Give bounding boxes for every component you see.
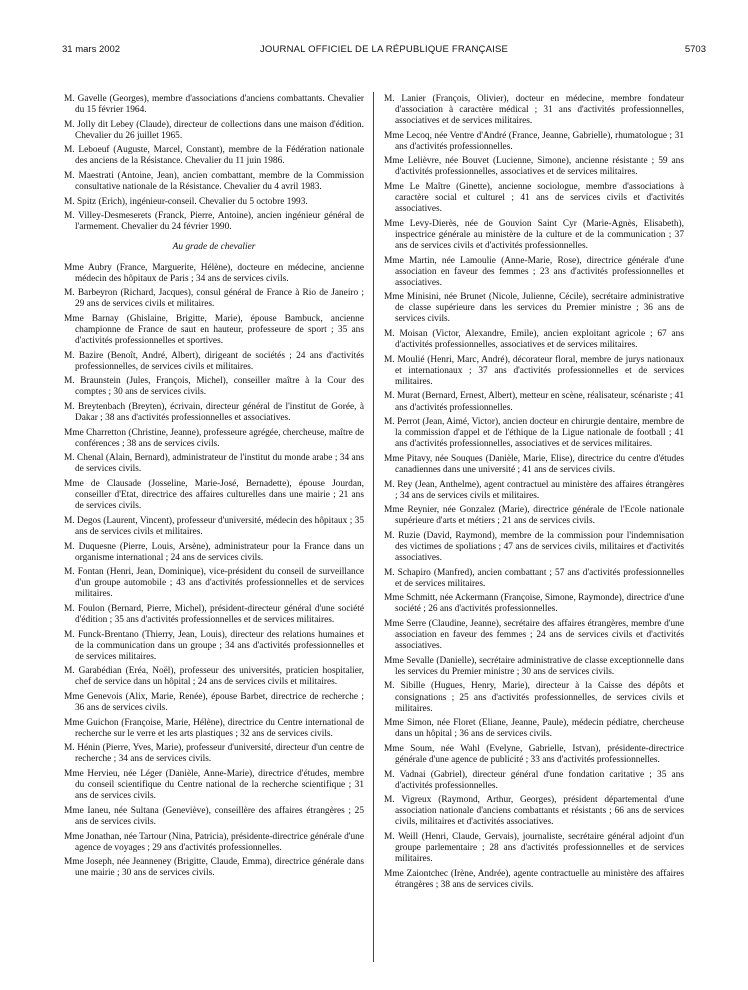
honoree-entry: M. Leboeuf (Auguste, Marcel, Constant), membre de la Fédération nationale des anciens de la Résistance. Chevalier du 11 juin 1986. (64, 145, 364, 167)
honoree-entry: M. Rey (Jean, Anthelme), agent contractuel au ministère des affaires étrangères ; 34 ans de services civils et militaires. (384, 479, 684, 501)
honoree-entry: Mme Aubry (France, Marguerite, Hélène), docteure en médecine, ancienne médecin des hôpitaux de Paris ; 34 ans de services civils. (64, 262, 364, 284)
honoree-entry: M. Breytenbach (Breyten), écrivain, directeur général de l'institut de Gorée, à Dakar ; 38 ans d'activités professionnelles et associatives. (64, 402, 364, 424)
honoree-entry: Mme Barnay (Ghislaine, Brigitte, Marie), épouse Bambuck, ancienne championne de France de saut en hauteur, professeure de sport ; 35 ans d'activités professionnelles et sportives. (64, 313, 364, 346)
honoree-entry: Mme Pitavy, née Souques (Danièle, Marie, Elise), directrice du centre d'études canadiennes dans une université ; 41 ans de services civils. (384, 453, 684, 475)
honoree-entry: Mme Levy-Dierès, née de Gouvion Saint Cyr (Marie-Agnès, Elisabeth), inspectrice générale au ministère de la culture et de la communication ; 37 ans de services civils et d'activités professionnelles. (384, 218, 684, 251)
honoree-entry: Mme Genevois (Alix, Marie, Renée), épouse Barbet, directrice de recherche ; 36 ans de services civils. (64, 692, 364, 714)
honoree-entry: M. Murat (Bernard, Ernest, Albert), metteur en scène, réalisateur, scénariste ; 41 ans d'activités professionnelles. (384, 391, 684, 413)
honoree-entry: M. Bazire (Benoît, André, Albert), dirigeant de sociétés ; 24 ans d'activités professionnelles, de services civils et militaires. (64, 350, 364, 372)
honoree-entry: Mme Martin, née Lamoulie (Anne-Marie, Rose), directrice générale d'une association en faveur des femmes ; 23 ans d'activités professionnelles et associatives. (384, 255, 684, 288)
honoree-entry: M. Spitz (Erich), ingénieur-conseil. Chevalier du 5 octobre 1993. (64, 196, 308, 207)
page-number: 5703 (684, 44, 706, 55)
honoree-entry: M. Barbeyron (Richard, Jacques), consul général de France à Rio de Janeiro ; 29 ans de services civils et militaires. (64, 288, 364, 310)
honoree-entry: M. Moisan (Victor, Alexandre, Emile), ancien exploitant agricole ; 67 ans d'activités professionnelles, associatives et de services militaires. (384, 329, 684, 351)
honoree-entry: Mme Joseph, née Jeanneney (Brigitte, Claude, Emma), directrice générale dans une mairie ; 30 ans de services civils. (64, 857, 364, 879)
honoree-entry: M. Lanier (François, Olivier), docteur en médecine, membre fondateur d'association à caractère médical ; 31 ans d'activités professionnelles, associatives et de services militaires. (384, 94, 684, 127)
honoree-entry: Mme Guichon (Françoise, Marie, Hélène), directrice du Centre international de recherche sur le verre et les arts plastiques ; 32 ans de services civils. (64, 717, 364, 739)
honoree-entry: Mme Le Maître (Ginette), ancienne sociologue, membre d'associations à caractère social et culturel ; 41 ans de services civils et d'activités associatives. (384, 182, 684, 215)
honoree-entry: M. Chenal (Alain, Bernard), administrateur de l'institut du monde arabe ; 34 ans de services civils. (64, 453, 364, 475)
honoree-entry: Mme de Clausade (Josseline, Marie-José, Bernadette), épouse Jourdan, conseiller d'Etat, directrice des affaires culturelles dans une mairie ; 21 ans de services civils. (64, 479, 364, 512)
honoree-entry: Mme Charretton (Christine, Jeanne), professeure agrégée, chercheuse, maître de conférences ; 38 ans de services civils. (64, 427, 364, 449)
journal-title: JOURNAL OFFICIEL DE LA RÉPUBLIQUE FRANÇAISE (259, 44, 509, 55)
promotion-list-top (64, 94, 364, 233)
honoree-entry: Mme Hervieu, née Léger (Danièle, Anne-Marie), directrice d'études, membre du conseil scientifique du Centre national de la recherche scientifique ; 31 ans de services civils. (64, 769, 364, 802)
honoree-entry: M. Sibille (Hugues, Henry, Marie), directeur à la Caisse des dépôts et consignations ; 25 ans d'activités professionnelles, de services civils et militaires. (384, 681, 684, 714)
honoree-entry: Mme Ianeu, née Sultana (Geneviève), conseillère des affaires étrangères ; 25 ans de services civils. (64, 805, 364, 827)
honoree-entry: M. Weill (Henri, Claude, Gervais), journaliste, secrétaire général adjoint d'un groupe parlementaire ; 28 ans d'activités professionnelles et de services militaires. (384, 832, 684, 865)
honoree-entry: M. Gavelle (Georges), membre d'associations d'anciens combattants. Chevalier du 15 février 1964. (64, 94, 364, 116)
column-divider (373, 92, 374, 962)
honoree-entry: M. Schapiro (Manfred), ancien combattant ; 57 ans d'activités professionnelles et de services militaires. (384, 567, 684, 589)
honoree-entry: M. Vadnai (Gabriel), directeur général d'une fondation caritative ; 35 ans d'activités professionnelles. (384, 769, 684, 791)
honoree-entry: M. Funck-Brentano (Thierry, Jean, Louis), directeur des relations humaines et de la communication dans un groupe ; 34 ans d'activités professionnelles et de services militaires. (64, 629, 364, 662)
honoree-entry: M. Degos (Laurent, Vincent), professeur d'université, médecin des hôpitaux ; 35 ans de services civils et militaires. (64, 515, 364, 537)
chevalier-list-right (384, 94, 684, 891)
honoree-entry: Mme Reynier, née Gonzalez (Marie), directrice générale de l'Ecole nationale supérieure d'arts et métiers ; 21 ans de services civils. (384, 505, 684, 527)
honoree-entry: M. Jolly dit Lebey (Claude), directeur de collections dans une maison d'édition. Chevalier du 26 juillet 1965. (64, 119, 364, 141)
honoree-entry: M. Garabédian (Eréa, Noël), professeur des universités, praticien hospitalier, chef de service dans un hôpital ; 24 ans de services civils et militaires. (64, 666, 364, 688)
honoree-entry: M. Villey-Desmeserets (Franck, Pierre, Antoine), ancien ingénieur général de l'armement. Chevalier du 24 février 1990. (64, 211, 364, 233)
honoree-entry: M. Vigreux (Raymond, Arthur, Georges), président départemental d'une association nationale d'anciens combattants et résistants ; 66 ans de services civils, militaires et d'activités associatives. (384, 795, 684, 828)
honoree-entry: Mme Zaiontchec (Irène, Andrée), agente contractuelle au ministère des affaires étrangères ; 38 ans de services civils. (384, 868, 684, 890)
honoree-entry: Mme Lelièvre, née Bouvet (Lucienne, Simone), ancienne résistante ; 59 ans d'activités professionnelles, associatives et de services militaires. (384, 156, 684, 178)
honoree-entry: M. Ruzie (David, Raymond), membre de la commission pour l'indemnisation des victimes de spoliations ; 47 ans de services civils, militaires et d'activités associatives. (384, 530, 684, 564)
issue-date: 31 mars 2002 (62, 44, 121, 55)
honoree-entry: M. Braunstein (Jules, François, Michel), conseiller maître à la Cour des comptes ; 30 ans de services civils. (64, 376, 364, 398)
right-column (384, 94, 684, 894)
honoree-entry: Mme Serre (Claudine, Jeanne), secrétaire des affaires étrangères, membre d'une association en faveur des femmes ; 24 ans de services civils et d'activités associatives. (384, 619, 684, 652)
honoree-entry: M. Moulié (Henri, Marc, André), décorateur floral, membre de jurys nationaux et internationaux ; 37 ans d'activités professionnelles et de services militaires. (384, 354, 684, 387)
honoree-entry: M. Maestrati (Antoine, Jean), ancien combattant, membre de la Commission consultative nationale de la Résistance. Chevalier du 4 avril 1983. (64, 171, 364, 193)
honoree-entry: Mme Soum, née Wahl (Evelyne, Gabrielle, Istvan), présidente-directrice générale d'une agence de publicité ; 33 ans d'activités professionnelles. (384, 743, 684, 765)
honoree-entry: M. Foulon (Bernard, Pierre, Michel), président-directeur général d'une société d'édition ; 35 ans d'activités professionnelles et de services militaires. (64, 603, 364, 625)
honoree-entry: Mme Simon, née Floret (Eliane, Jeanne, Paule), médecin pédiatre, chercheuse dans un hôpital ; 36 ans de services civils. (384, 718, 684, 740)
honoree-entry: Mme Schmitt, née Ackermann (Françoise, Simone, Raymonde), directrice d'une société ; 26 ans d'activités professionnelles. (384, 593, 684, 615)
honoree-entry: Mme Sevalle (Danielle), secrétaire administrative de classe exceptionnelle dans les services du Premier ministre ; 30 ans de services civils. (384, 655, 684, 677)
honoree-entry: M. Duquesne (Pierre, Louis, Arsène), administrateur pour la France dans un organisme international ; 24 ans de services civils. (64, 541, 364, 563)
page-header (62, 44, 706, 58)
honoree-entry: M. Hénin (Pierre, Yves, Marie), professeur d'université, directeur d'un centre de recherche ; 34 ans de services civils. (64, 743, 364, 765)
honoree-entry: Mme Minisini, née Brunet (Nicole, Julienne, Cécile), secrétaire administrative de classe supérieure dans les services du Premier ministre ; 36 ans de services civils. (384, 292, 684, 325)
honoree-entry: M. Perrot (Jean, Aimé, Victor), ancien docteur en chirurgie dentaire, membre de la commission d'appel et de l'éthique de la Ligue nationale de football ; 41 ans d'activités professionnelles, associatives et de services militaires. (384, 417, 684, 450)
chevalier-list-left (64, 263, 364, 880)
left-column (64, 94, 364, 883)
honoree-entry: Mme Jonathan, née Tartour (Nina, Patricia), présidente-directrice générale d'une agence de voyages ; 29 ans d'activités professionnelles. (64, 831, 364, 853)
honoree-entry: M. Fontan (Henri, Jean, Dominique), vice-président du conseil de surveillance d'un groupe automobile ; 43 ans d'activités professionnelles et de services militaires. (64, 567, 364, 600)
section-subheading: Au grade de chevalier (172, 242, 256, 253)
honoree-entry: Mme Lecoq, née Ventre d'André (France, Jeanne, Gabrielle), rhumatologue ; 31 ans d'activités professionnelles. (384, 130, 684, 152)
